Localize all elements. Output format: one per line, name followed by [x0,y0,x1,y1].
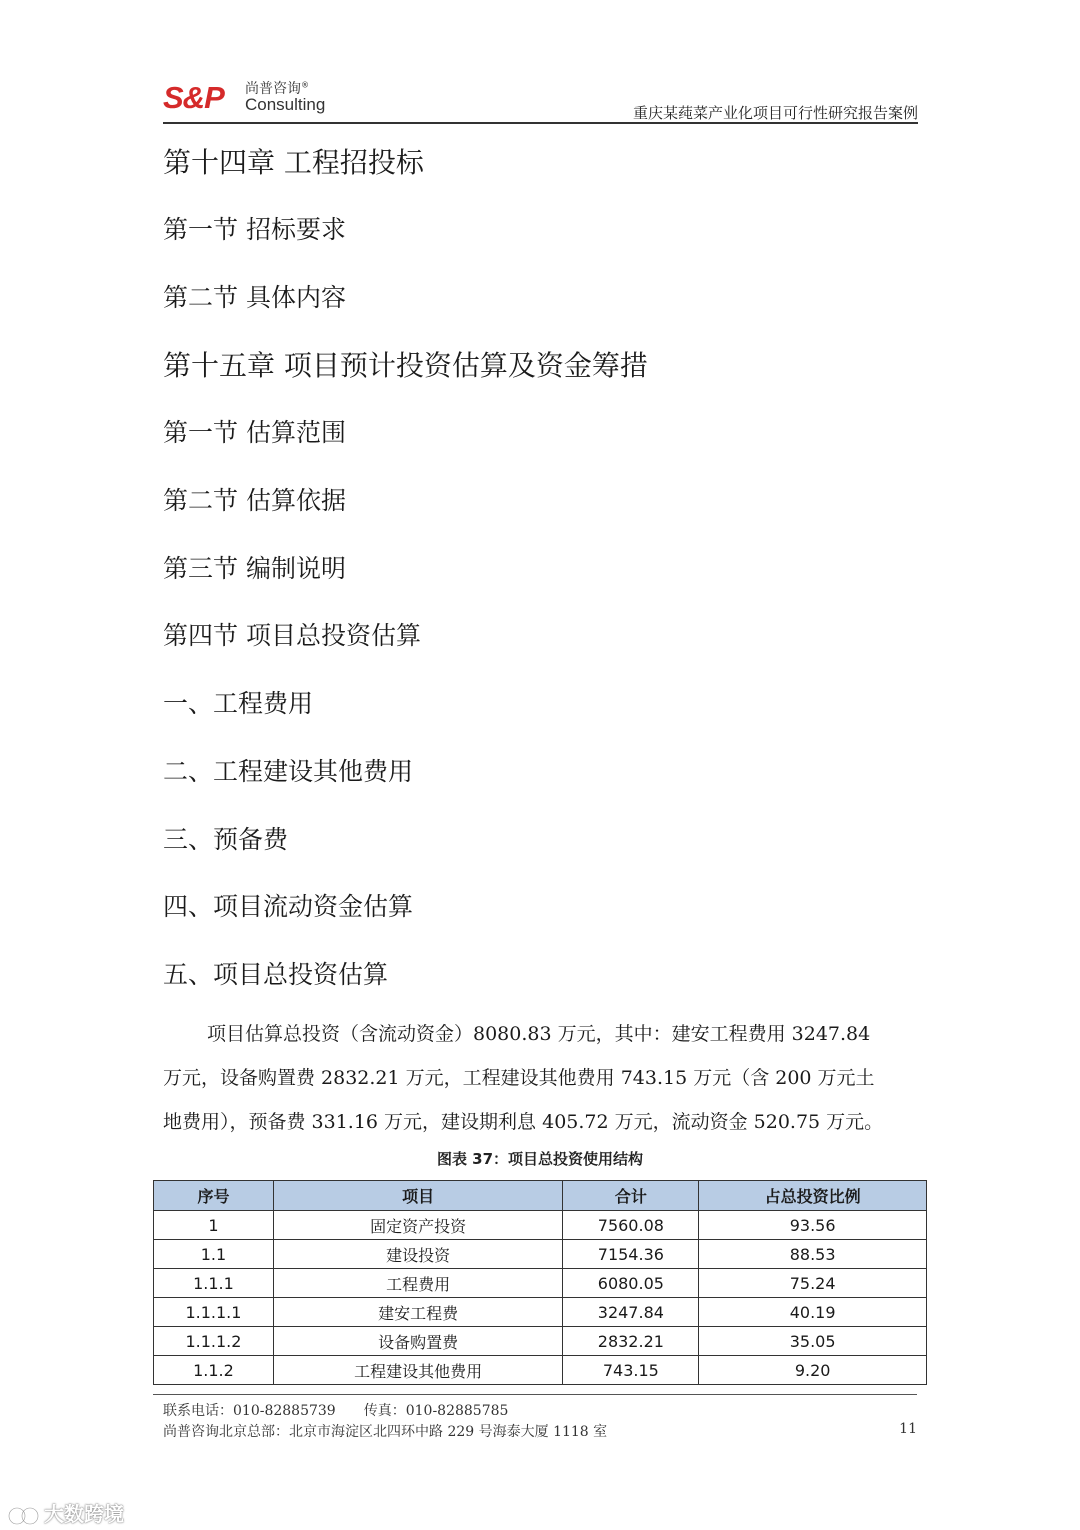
section-heading: 第二节 估算依据 [163,486,346,515]
subsection-heading: 三、预备费 [163,825,289,854]
cell-total: 7560.08 [563,1211,699,1240]
watermark-text: 大数跨境 [44,1502,124,1526]
cell-index: 1 [154,1211,274,1240]
footer-contact [163,1400,508,1420]
footer-fax: 传真：010-82885785 [363,1403,509,1419]
cell-total: 7154.36 [563,1240,699,1269]
section-heading: 第三节 编制说明 [163,554,346,583]
document-title: 重庆某莼菜产业化项目可行性研究报告案例 [632,104,918,122]
chapter-heading-15: 第十五章 项目预计投资估算及资金筹措 [163,349,648,382]
investment-structure-table [153,1180,927,1385]
footer-phone: 联系电话：010-82885739 [163,1403,336,1419]
cell-index: 1.1.1.2 [154,1327,274,1356]
page-header [163,74,918,124]
cell-share: 9.20 [699,1356,927,1385]
cell-index: 1.1.2 [154,1356,274,1385]
cell-item: 工程费用 [273,1269,563,1298]
cell-item: 建设投资 [273,1240,563,1269]
header-divider [163,122,918,124]
footer-address: 尚普咨询北京总部：北京市海淀区北四环中路 229 号海泰大厦 1118 室 [163,1424,608,1440]
cell-item: 设备购置费 [273,1327,563,1356]
column-header-total: 合计 [563,1181,699,1211]
table-row [154,1240,927,1269]
paragraph-line: 万元，设备购置费 2832.21 万元，工程建设其他费用 743.15 万元（含 200 万元土 [163,1067,875,1089]
cell-share: 88.53 [699,1240,927,1269]
cell-item: 工程建设其他费用 [273,1356,563,1385]
page-number: 11 [899,1421,917,1437]
cell-index: 1.1.1 [154,1269,274,1298]
cell-total: 3247.84 [563,1298,699,1327]
watermark-logo-icon [8,1505,40,1527]
cell-item: 固定资产投资 [273,1211,563,1240]
table-row [154,1327,927,1356]
table-row [154,1298,927,1327]
table-row [154,1356,927,1385]
logo-chinese-name: 尚普咨询® [245,80,309,97]
section-heading: 第一节 招标要求 [163,215,346,244]
column-header-index: 序号 [154,1181,274,1211]
cell-share: 35.05 [699,1327,927,1356]
cell-item: 建安工程费 [273,1298,563,1327]
cell-total: 6080.05 [563,1269,699,1298]
column-header-share: 占总投资比例 [699,1181,927,1211]
section-heading: 第二节 具体内容 [163,283,346,312]
logo-english-name: Consulting [245,95,326,114]
subsection-heading: 一、工程费用 [163,689,314,718]
cell-share: 93.56 [699,1211,927,1240]
chapter-heading-14: 第十四章 工程招投标 [163,146,424,179]
cell-index: 1.1.1.1 [154,1298,274,1327]
subsection-heading: 四、项目流动资金估算 [163,892,414,921]
paragraph-line: 项目估算总投资（含流动资金）8080.83 万元，其中：建安工程费用 3247.84 [207,1023,871,1045]
cell-total: 743.15 [563,1356,699,1385]
column-header-item: 项目 [273,1181,563,1211]
subsection-heading: 五、项目总投资估算 [163,960,389,989]
table-caption: 图表 37：项目总投资使用结构 [436,1150,644,1168]
body-paragraph [163,1012,919,1144]
cell-total: 2832.21 [563,1327,699,1356]
table-row [154,1211,927,1240]
table-header-row [154,1181,927,1211]
cell-share: 75.24 [699,1269,927,1298]
company-logo [163,76,333,120]
cell-share: 40.19 [699,1298,927,1327]
section-heading: 第四节 项目总投资估算 [163,621,421,650]
paragraph-line: 地费用），预备费 331.16 万元，建设期利息 405.72 万元，流动资金 520.75 万元。 [163,1111,884,1133]
footer-divider [153,1394,917,1395]
section-heading: 第一节 估算范围 [163,418,346,447]
subsection-heading: 二、工程建设其他费用 [163,757,414,786]
table-row [154,1269,927,1298]
logo-mark: S&P [163,80,224,115]
watermark [8,1498,124,1527]
cell-index: 1.1 [154,1240,274,1269]
